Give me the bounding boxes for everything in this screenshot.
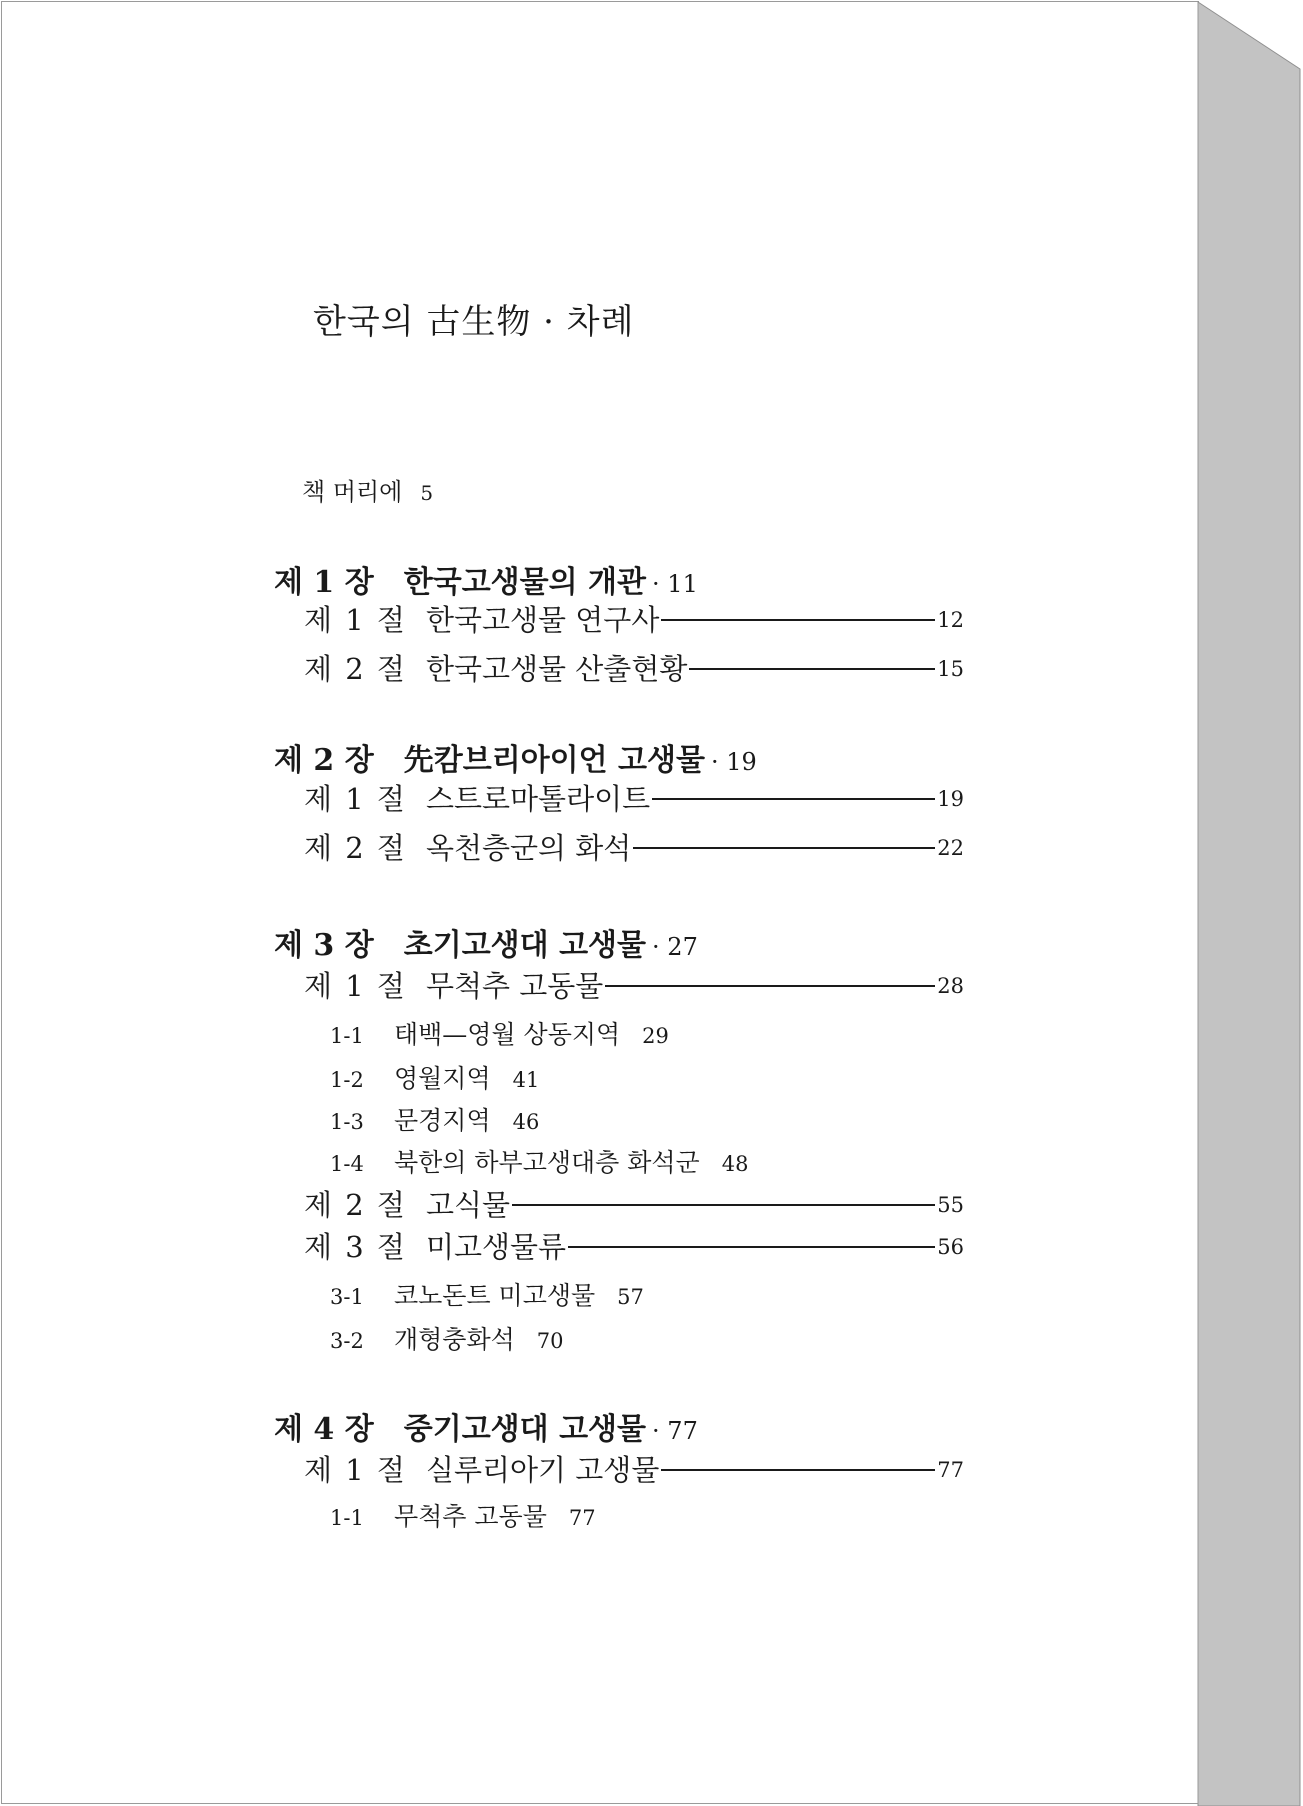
chapter-number: 제 3 장: [274, 928, 374, 963]
subsection-title: 문경지역: [394, 1106, 491, 1135]
section-title: 스트로마톨라이트: [426, 781, 651, 816]
subsection-title: 태백—영월 상동지역: [394, 1020, 621, 1049]
subsection-page: 57: [617, 1285, 644, 1309]
subsection-title: 코노돈트 미고생물: [394, 1281, 596, 1310]
section-number: 제 2 절: [304, 651, 407, 686]
chapter-number: 제 4 장: [274, 1412, 374, 1447]
section-page: 55: [937, 1193, 964, 1217]
chapter-title: 先캄브리아이언 고생물: [403, 743, 705, 778]
subsection-page: 70: [536, 1329, 564, 1353]
section-number: 제 3 절: [304, 1229, 407, 1264]
subsection-number: 3-1: [330, 1285, 364, 1309]
page-title: 한국의 古生物 · 차례: [313, 302, 635, 342]
section-title: 미고생물류: [426, 1229, 567, 1264]
preface-page: 5: [420, 481, 434, 505]
subsection-number: 1-4: [330, 1152, 364, 1176]
subsection-title: 개형충화석: [394, 1325, 515, 1354]
subsection-title: 영월지역: [394, 1064, 491, 1093]
chapter-number: 제 2 장: [274, 743, 374, 778]
section-number: 제 1 절: [304, 602, 407, 637]
chapter-page: · 19: [711, 748, 757, 776]
section-page: 28: [937, 974, 964, 998]
section-title: 옥천층군의 화석: [426, 830, 632, 865]
subsection-page: 41: [512, 1068, 540, 1092]
chapter-title: 초기고생대 고생물: [403, 928, 647, 963]
section-title: 실루리아기 고생물: [426, 1452, 660, 1487]
preface-label: 책 머리에: [302, 478, 403, 506]
subsection-page: 77: [568, 1506, 596, 1530]
section-page: 19: [937, 787, 964, 811]
section-page: 22: [937, 836, 964, 860]
chapter-number: 제 1 장: [274, 565, 374, 600]
book-spine-shade: [1198, 2, 1300, 1806]
section-page: 77: [937, 1458, 964, 1482]
section-number: 제 2 절: [304, 830, 407, 865]
section-page: 56: [937, 1235, 964, 1259]
chapter-page: · 77: [652, 1417, 698, 1445]
chapter-page: · 11: [652, 570, 698, 598]
chapter-page: · 27: [652, 933, 698, 961]
subsection-number: 3-2: [330, 1329, 364, 1353]
chapter-title: 한국고생물의 개관: [403, 565, 647, 600]
subsection-title: 무척추 고동물: [394, 1502, 547, 1531]
subsection-title: 북한의 하부고생대층 화석군: [394, 1148, 700, 1177]
section-number: 제 2 절: [304, 1187, 407, 1222]
subsection-page: 48: [721, 1152, 749, 1176]
subsection-number: 1-2: [330, 1068, 364, 1092]
subsection-number: 1-1: [330, 1506, 364, 1530]
subsection-page: 29: [642, 1024, 669, 1048]
section-number: 제 1 절: [304, 781, 407, 816]
subsection-number: 1-1: [330, 1024, 364, 1048]
subsection-number: 1-3: [330, 1110, 364, 1134]
section-page: 15: [937, 657, 964, 681]
subsection-page: 46: [512, 1110, 540, 1134]
section-number: 제 1 절: [304, 1452, 407, 1487]
section-number: 제 1 절: [304, 968, 407, 1003]
section-title: 한국고생물 연구사: [426, 602, 660, 637]
section-page: 12: [937, 608, 964, 632]
section-title: 한국고생물 산출현황: [426, 651, 688, 686]
section-title: 고식물: [426, 1187, 511, 1222]
chapter-title: 중기고생대 고생물: [403, 1412, 647, 1447]
section-title: 무척추 고동물: [426, 968, 604, 1003]
